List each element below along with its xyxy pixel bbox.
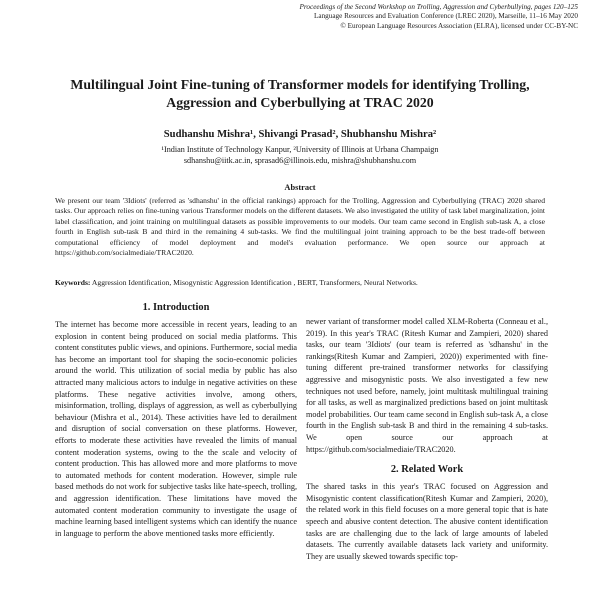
email-line: sdhanshu@iitk.ac.in, sprasad6@illinois.edu, mishra@shubhanshu.com	[183, 155, 417, 165]
paper-title	[20, 76, 580, 112]
abstract-heading: Abstract	[284, 183, 316, 192]
paper-title-line-2: Aggression and Cyberbullying at TRAC 2020	[166, 95, 434, 110]
keywords-list: Aggression Identification, Misogynistic Aggression Identification , BERT, Transformers, Neural Networks.	[91, 278, 418, 287]
keywords	[55, 278, 545, 288]
related-work-heading: 2. Related Work	[390, 464, 464, 476]
proceedings-header	[198, 3, 578, 31]
keywords-label: Keywords:	[55, 278, 91, 287]
introduction-text: The internet has become more accessible in recent years, leading to an explosion in content being produced on social media platforms. This content constitutes public views, and opinions. Furthermore, social media has become an important tool for shaping the socio-economic policies around the world. This utilization of social media by public has also attracted many malicious actors to indulge in negative activities on these platforms. These negative activities involve, among others, misinformation, trolling, displays of aggression, as well as cyberbullying behaviour (Mishra et al., 2014). These activities have led to derailment and disruption of social conversation on these platforms. However, efforts to moderate these activities have revealed the limits of manual content moderation systems, owing to the the scale and velocity of content production. This has allowed more and more platforms to move to automated methods for content moderation. However, simple rule based methods do not work for subjective tasks like hate-speech, trolling, and aggression identification. These limitations have moved the automated content moderation community to investigate the usage of machine learning based intelligent systems which can identify the nuance in language to perform the above mentioned tasks more efficiently.	[55, 320, 297, 538]
left-column	[55, 302, 297, 539]
author-list: Sudhanshu Mishra¹, Shivangi Prasad², Shubhanshu Mishra²	[163, 129, 437, 140]
affiliation-line: ¹Indian Institute of Technology Kanpur, ²University of Illinois at Urbana Champaign	[161, 145, 439, 154]
affiliations	[20, 145, 580, 166]
proceedings-line-1: Proceedings of the Second Workshop on Trolling, Aggression and Cyberbullying, pages 120–125	[299, 3, 578, 11]
abstract-text: We present our team '3Idiots' (referred as 'sdhanshu' in the official rankings) approach for the Trolling, Aggression and Cyberbullying (TRAC) 2020 shared tasks. Our approach relies on fine-tuning various Transformer models on the different datasets. We also investigated the utility of task label marginalization, joint label classification, and joint training on multilingual datasets as possible improvements to our models. Our team came second in English sub-task A, a close fourth in English sub-task B and third in the remaining 4 sub-tasks. We find the multilingual joint training approach to be the best trade-off between computational efficiency of model deployment and model's evaluation performance. We open source our approach at https://github.com/socialmediaie/TRAC2020.	[55, 196, 545, 258]
related-work-text: The shared tasks in this year's TRAC focused on Aggression and Misogynistic content classification(Ritesh Kumar and Zampieri, 2020), the related work in this field focuses on a more general topic that is hate speech and abusive content detection. The abusive content identification tasks are are challenging due to the lack of large amounts of labeled datasets. The currently available datasets lack variety and uniformity. They are usually skewed towards specific top-	[306, 482, 548, 561]
introduction-heading: 1. Introduction	[142, 302, 210, 313]
proceedings-line-3: © European Language Resources Association (ELRA), licensed under CC-BY-NC	[340, 21, 578, 30]
right-column	[306, 316, 548, 562]
paper-title-line-1: Multilingual Joint Fine-tuning of Transformer models for identifying Trolling,	[70, 77, 530, 92]
introduction-continued-text: newer variant of transformer model called XLM-Roberta (Conneau et al., 2019). In this year's TRAC (Ritesh Kumar and Zampieri, 2020) shared tasks, our team '3Idiots' (our team is referred as 'sdhanshu' in the rankings(Ritesh Kumar and Zampieri, 2020)) experimented with fine-tuning different pre-trained transformer networks for classifying aggressive and misogynistic posts. We also investigated a few new techniques not used before, namely, joint multitask multilingual training for all tasks, as well as marginalized predictions based on joint multitask model probabilities. Our team came second in English sub-task A, a close fourth in the English sub-task B and third in the remaining 4 sub-tasks. We open source our approach at https://github.com/socialmediaie/TRAC2020.	[306, 317, 548, 454]
proceedings-line-2: Language Resources and Evaluation Conference (LREC 2020), Marseille, 11–16 May 2020	[314, 12, 578, 21]
